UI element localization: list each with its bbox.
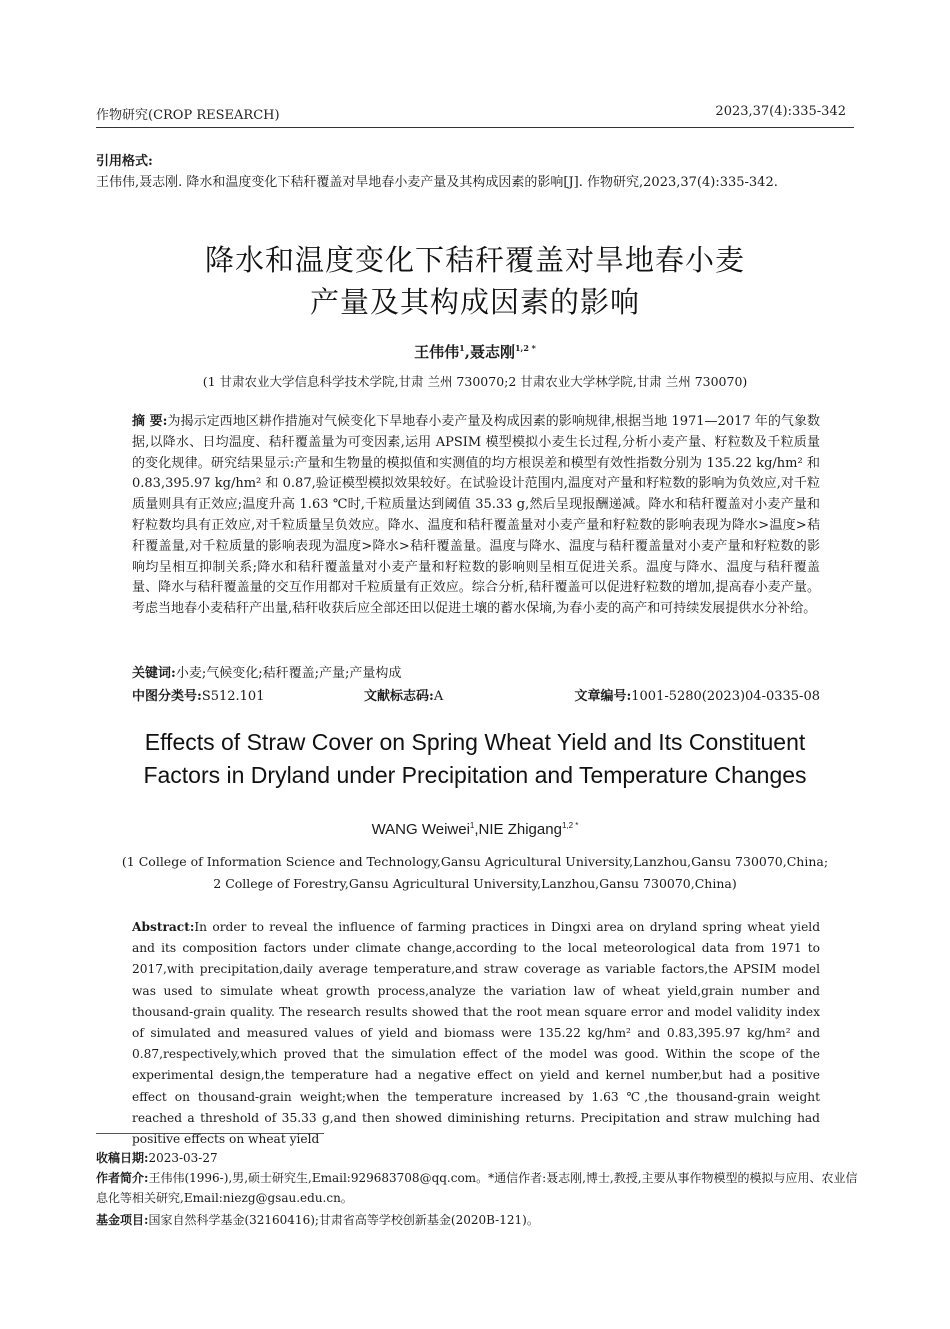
affiliation-cn: (1 甘肃农业大学信息科学技术学院,甘肃 兰州 730070;2 甘肃农业大学林学院,甘肃 兰州 730070) <box>202 374 748 389</box>
author-cn-2: 聂志刚 <box>469 343 515 361</box>
clc-value: S512.101 <box>201 689 265 704</box>
keywords-cn-label: 关键词: <box>132 666 176 681</box>
footnote-rule <box>96 1133 324 1134</box>
doc-code-label: 文献标志码: <box>364 689 434 704</box>
keywords-cn <box>132 662 820 681</box>
title-en-line-1: Effects of Straw Cover on Spring Wheat Yield and Its Constituent <box>144 729 806 755</box>
received-label: 收稿日期: <box>96 1151 149 1165</box>
affiliation-en-line-2: 2 College of Forestry,Gansu Agricultural University,Lanzhou,Gansu 730070,China) <box>213 876 737 891</box>
abstract-cn <box>132 412 820 620</box>
author-cn-2-affil: 1,2 * <box>514 343 536 353</box>
article-number-value: 1001-5280(2023)04-0335-08 <box>631 689 820 704</box>
document-code <box>364 685 443 704</box>
journal-name: 作物研究(CROP RESEARCH) <box>96 108 280 123</box>
clc-label: 中图分类号: <box>132 689 202 704</box>
author-separator: , <box>464 343 470 361</box>
footnote-funding <box>96 1210 860 1230</box>
author-en-1-affil: 1 <box>469 821 475 830</box>
author-en-2-affil: 1,2 * <box>561 821 579 830</box>
abstract-cn-text: 为揭示定西地区耕作措施对气候变化下旱地春小麦产量及构成因素的影响规律,根据当地 1971—2017 年的气象数据,以降水、日均温度、秸秆覆盖量为可变因素,运用 APSIM 模型模拟小麦生长过程,分析小麦产量、籽粒数及千粒质量的变化规律。研究结果显示:产量和生物量的模拟值和实测值的均方根误差和模型有效性指数分别为 135.22 kg/hm² 和 0.83,395.97 kg/hm² 和 0.87,验证模型模拟效果较好。在试验设计范围内,温度对产量和籽粒数的影响为负效应,对千粒质量则具有正效应;温度升高 1.63 ℃时,千粒质量达到阈值 35.33 g,然后呈现报酬递减。降水和秸秆覆盖对小麦产量和籽粒数均具有正效应,对千粒质量呈负效应。降水、温度和秸秆覆盖量对小麦产量和籽粒数的影响表现为降水>温度>秸秆覆盖量,对千粒质量的影响表现为温度>降水>秸秆覆盖量。温度与降水、温度与秸秆覆盖量对小麦产量和籽粒数的影响均呈相互抑制关系;降水和秸秆覆盖量对小麦产量和籽粒数的影响则呈相互促进关系。温度与降水、温度与秸秆覆盖量、降水与秸秆覆盖量的交互作用都对千粒质量有正效应。综合分析,秸秆覆盖可以促进籽粒数的增加,提高春小麦产量。考虑当地春小麦秸秆产出量,秸秆收获后应全部还田以促进土壤的蓄水保墒,为春小麦的高产和可持续发展提供水分补给。 <box>132 414 820 617</box>
author-bio-label: 作者简介: <box>96 1171 149 1185</box>
author-en-1: WANG Weiwei <box>371 821 470 838</box>
author-en-separator: , <box>474 821 479 838</box>
funding-value: 国家自然科学基金(32160416);甘肃省高等学校创新基金(2020B-121)。 <box>148 1213 539 1227</box>
title-en-line-2: Factors in Dryland under Precipitation and Temperature Changes <box>143 762 807 788</box>
affiliation-en-line-1: (1 College of Information Science and Technology,Gansu Agricultural University,Lanzhou,Gansu 730070,China; <box>121 854 829 869</box>
abstract-cn-label: 摘 要: <box>132 414 168 429</box>
footnote-author-bio <box>96 1168 860 1208</box>
authors-cn <box>0 341 950 362</box>
abstract-en <box>132 917 820 1150</box>
authors-en <box>0 821 950 838</box>
article-number-label: 文章编号: <box>574 689 632 704</box>
footnote-received-date <box>96 1148 860 1168</box>
title-cn-line-1: 降水和温度变化下秸秆覆盖对旱地春小麦 <box>204 243 745 277</box>
citation-label: 引用格式: <box>96 154 153 169</box>
doc-code-value: A <box>433 689 444 704</box>
author-en-2: NIE Zhigang <box>478 821 562 838</box>
abstract-en-text: In order to reveal the influence of farming practices in Dingxi area on dryland spring wheat yield and its composition factors under climate change,according to the local meteorological data from 1971 to 2017,with precipitation,daily average temperature,and straw coverage as variable factors,the APSIM model was used to simulate wheat growth process,analyze the variation law of wheat yield,grain number and thousand-grain quality. The research results showed that the root mean square error and model validity index of simulated and measured values of yield and biomass were 135.22 kg/hm² and 0.83,395.97 kg/hm² and 0.87,respectively,which proved that the simulation effect of the model was good. Within the scope of the experimental design,the temperature had a negative effect on yield and kernel number,but had a positive effect on thousand-grain weight;when the temperature increased by 1.63 ℃,the thousand-grain weight reached a threshold of 35.33 g,and then showed diminishing returns. Precipitation and straw mulching had positive effects on wheat yield <box>132 920 820 1147</box>
clc-number <box>132 685 264 704</box>
author-bio-value: 王伟伟(1996-),男,硕士研究生,Email:929683708@qq.com。*通信作者:聂志刚,博士,教授,主要从事作物模型的模拟与应用、农业信息化等相关研究,Email:niezg@gsau.edu.cn。 <box>96 1171 858 1205</box>
funding-label: 基金项目: <box>96 1213 149 1227</box>
header-rule <box>96 127 854 128</box>
received-value: 2023-03-27 <box>148 1151 218 1165</box>
citation-text: 王伟伟,聂志刚. 降水和温度变化下秸秆覆盖对旱地春小麦产量及其构成因素的影响[J]. 作物研究,2023,37(4):335-342. <box>96 175 778 190</box>
keywords-cn-text: 小麦;气候变化;秸秆覆盖;产量;产量构成 <box>175 666 402 681</box>
article-number <box>574 685 820 704</box>
author-cn-1-affil: 1 <box>459 343 465 353</box>
abstract-en-label: Abstract: <box>132 920 195 934</box>
title-cn-line-2: 产量及其构成因素的影响 <box>309 285 640 319</box>
volume-pages: 2023,37(4):335-342 <box>715 104 846 119</box>
author-cn-1: 王伟伟 <box>414 343 460 361</box>
